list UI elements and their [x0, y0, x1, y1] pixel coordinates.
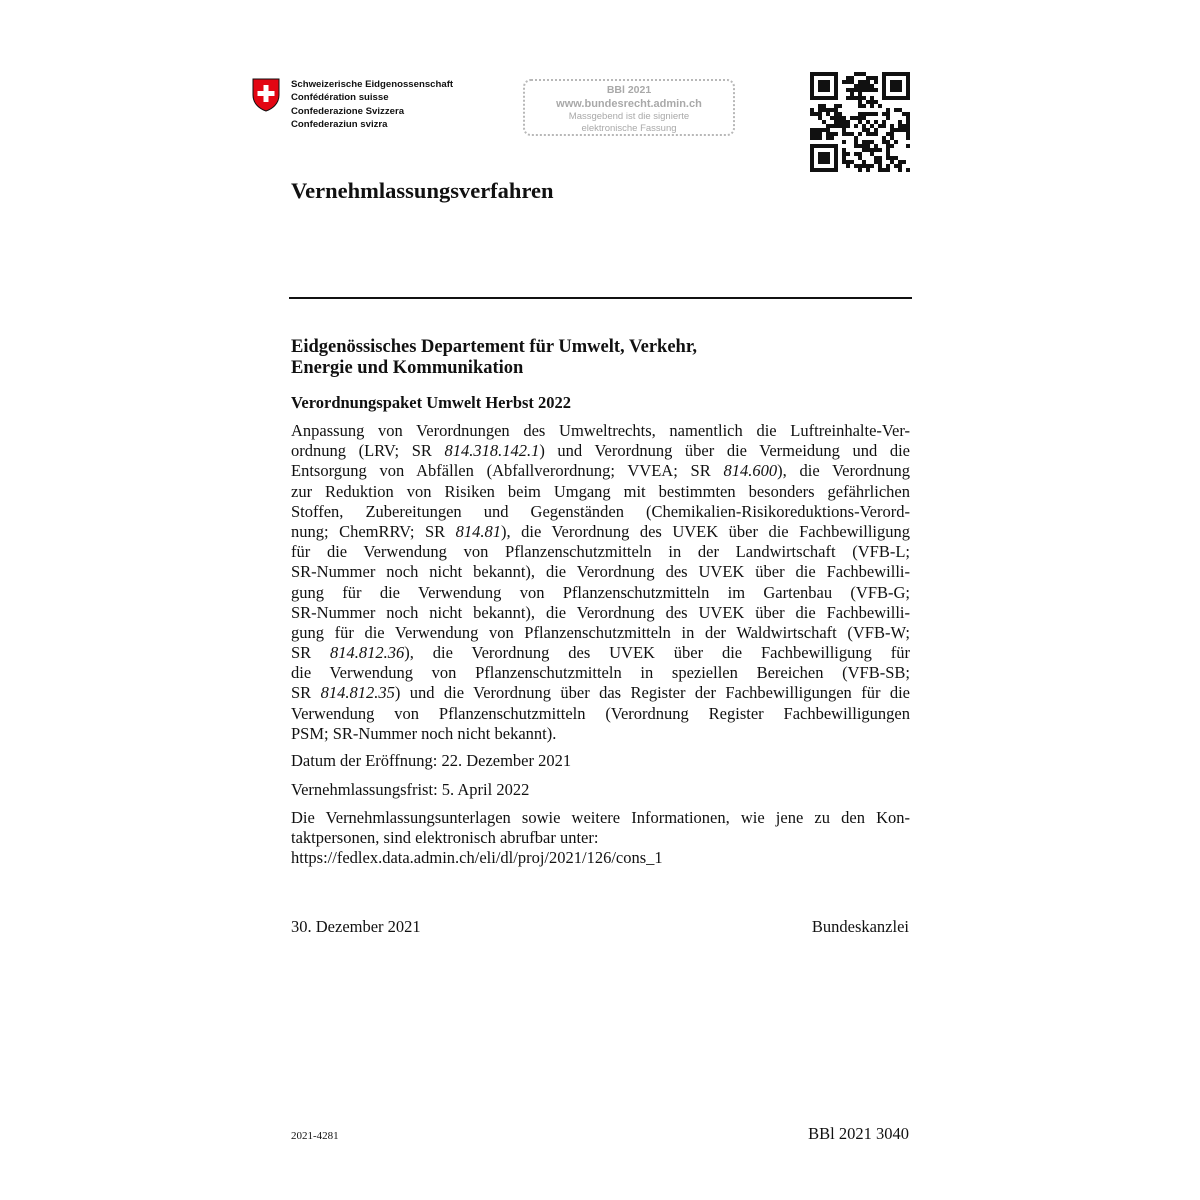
- document-number: 2021-4281: [291, 1130, 339, 1142]
- department-heading: [291, 337, 697, 379]
- opening-date: Datum der Eröffnung: 22. Dezember 2021: [291, 751, 572, 770]
- issuing-authority: Bundeskanzlei: [811, 917, 909, 936]
- body-line: [291, 683, 910, 703]
- body-line: die Verwendung von Pflanzenschutzmitteln in speziellen Bereichen (VFB-SB;: [291, 663, 910, 683]
- qr-code-icon: [810, 72, 910, 172]
- subject-heading: Verordnungspaket Umwelt Herbst 2022: [291, 393, 572, 412]
- body-text: ordnung (LRV; SR: [291, 441, 445, 461]
- page-reference: BBl 2021 3040: [808, 1124, 909, 1143]
- stamp-issue: BBl 2021: [606, 84, 652, 96]
- body-line: für die Verwendung von Pflanzenschutzmitteln in der Landwirtschaft (VFB-L;: [291, 542, 910, 562]
- publication-date: 30. Dezember 2021: [291, 917, 421, 936]
- document-type-title: Vernehmlassungsverfahren: [291, 178, 554, 203]
- body-line: PSM; SR-Nummer noch nicht bekannt).: [291, 723, 557, 743]
- body-text: ) und die Verordnung über das Register der Fachbewilligungen für die: [394, 683, 910, 703]
- body-text: Entsorgung von Abfällen (Abfallverordnung; VVEA; SR: [291, 461, 724, 481]
- sr-number: 814.812.35: [320, 683, 395, 703]
- consultation-deadline: Vernehmlassungsfrist: 5. April 2022: [291, 780, 530, 799]
- stamp-note-1: Massgebend ist die signierte: [568, 111, 690, 122]
- body-text: SR: [291, 643, 331, 663]
- body-text: nung; ChemRRV; SR: [291, 521, 456, 541]
- signature-stamp: [523, 79, 735, 136]
- stamp-note-2: elektronische Fassung: [581, 122, 677, 134]
- confederation-name-it: Confederazione Svizzera: [291, 105, 405, 117]
- confederation-name-rm: Confederaziun svizra: [291, 118, 388, 130]
- body-text: ), die Verordnung: [777, 461, 910, 481]
- swiss-cross-icon: [252, 78, 280, 112]
- body-line: Stoffen, Zubereitungen und Gegenständen (Chemikalien-Risikoreduktions-Verord-: [291, 501, 910, 521]
- body-line: zur Reduktion von Risiken beim Umgang mit bestimmten besonders gefährlichen: [291, 481, 910, 501]
- body-line: gung für die Verwendung von Pflanzenschutzmitteln in der Waldwirtschaft (VFB-W;: [291, 622, 910, 642]
- body-line: Anpassung von Verordnungen des Umweltrechts, namentlich die Luftreinhalte-Ver-: [291, 421, 910, 440]
- access-url: https://fedlex.data.admin.ch/eli/dl/proj/2021/126/cons_1: [291, 848, 663, 868]
- body-line: SR-Nummer noch nicht bekannt), die Verordnung des UVEK über die Fachbewilli-: [291, 562, 910, 582]
- body-line: gung für die Verwendung von Pflanzenschutzmitteln im Gartenbau (VFB-G;: [291, 582, 910, 602]
- sr-number: 814.812.36: [330, 643, 405, 663]
- horizontal-rule: [289, 297, 912, 299]
- department-line-1: Eidgenössisches Departement für Umwelt, Verkehr,: [291, 337, 697, 357]
- sr-number: 814.318.142.1: [444, 441, 540, 461]
- body-text: ), die Verordnung des UVEK über die Fachbewilligung: [501, 521, 910, 541]
- confederation-name-de: Schweizerische Eidgenossenschaft: [291, 79, 454, 90]
- access-line: taktpersonen, sind elektronisch abrufbar unter:: [291, 828, 599, 848]
- access-paragraph: [291, 808, 910, 869]
- body-line: [291, 461, 910, 481]
- body-line: Verwendung von Pflanzenschutzmitteln (Verordnung Register Fachbewilligungen: [291, 703, 910, 723]
- stamp-url: www.bundesrecht.admin.ch: [556, 98, 702, 110]
- body-line: [291, 522, 910, 542]
- confederation-names: [291, 78, 453, 131]
- sr-number: 814.81: [455, 521, 501, 541]
- body-line: [291, 643, 910, 663]
- body-text: SR: [291, 683, 321, 703]
- body-line: [291, 441, 910, 461]
- body-text: ) und Verordnung über die Vermeidung und die: [539, 441, 910, 461]
- body-line: SR-Nummer noch nicht bekannt), die Verordnung des UVEK über die Fachbewilli-: [291, 602, 910, 622]
- body-text: ), die Verordnung des UVEK über die Fachbewilligung für: [404, 643, 910, 663]
- confederation-name-fr: Confédération suisse: [291, 92, 389, 104]
- department-line-2: Energie und Kommunikation: [291, 358, 524, 378]
- body-paragraph: [291, 421, 910, 744]
- access-line: Die Vernehmlassungsunterlagen sowie weitere Informationen, wie jene zu den Kon-: [291, 808, 910, 827]
- sr-number: 814.600: [723, 461, 778, 481]
